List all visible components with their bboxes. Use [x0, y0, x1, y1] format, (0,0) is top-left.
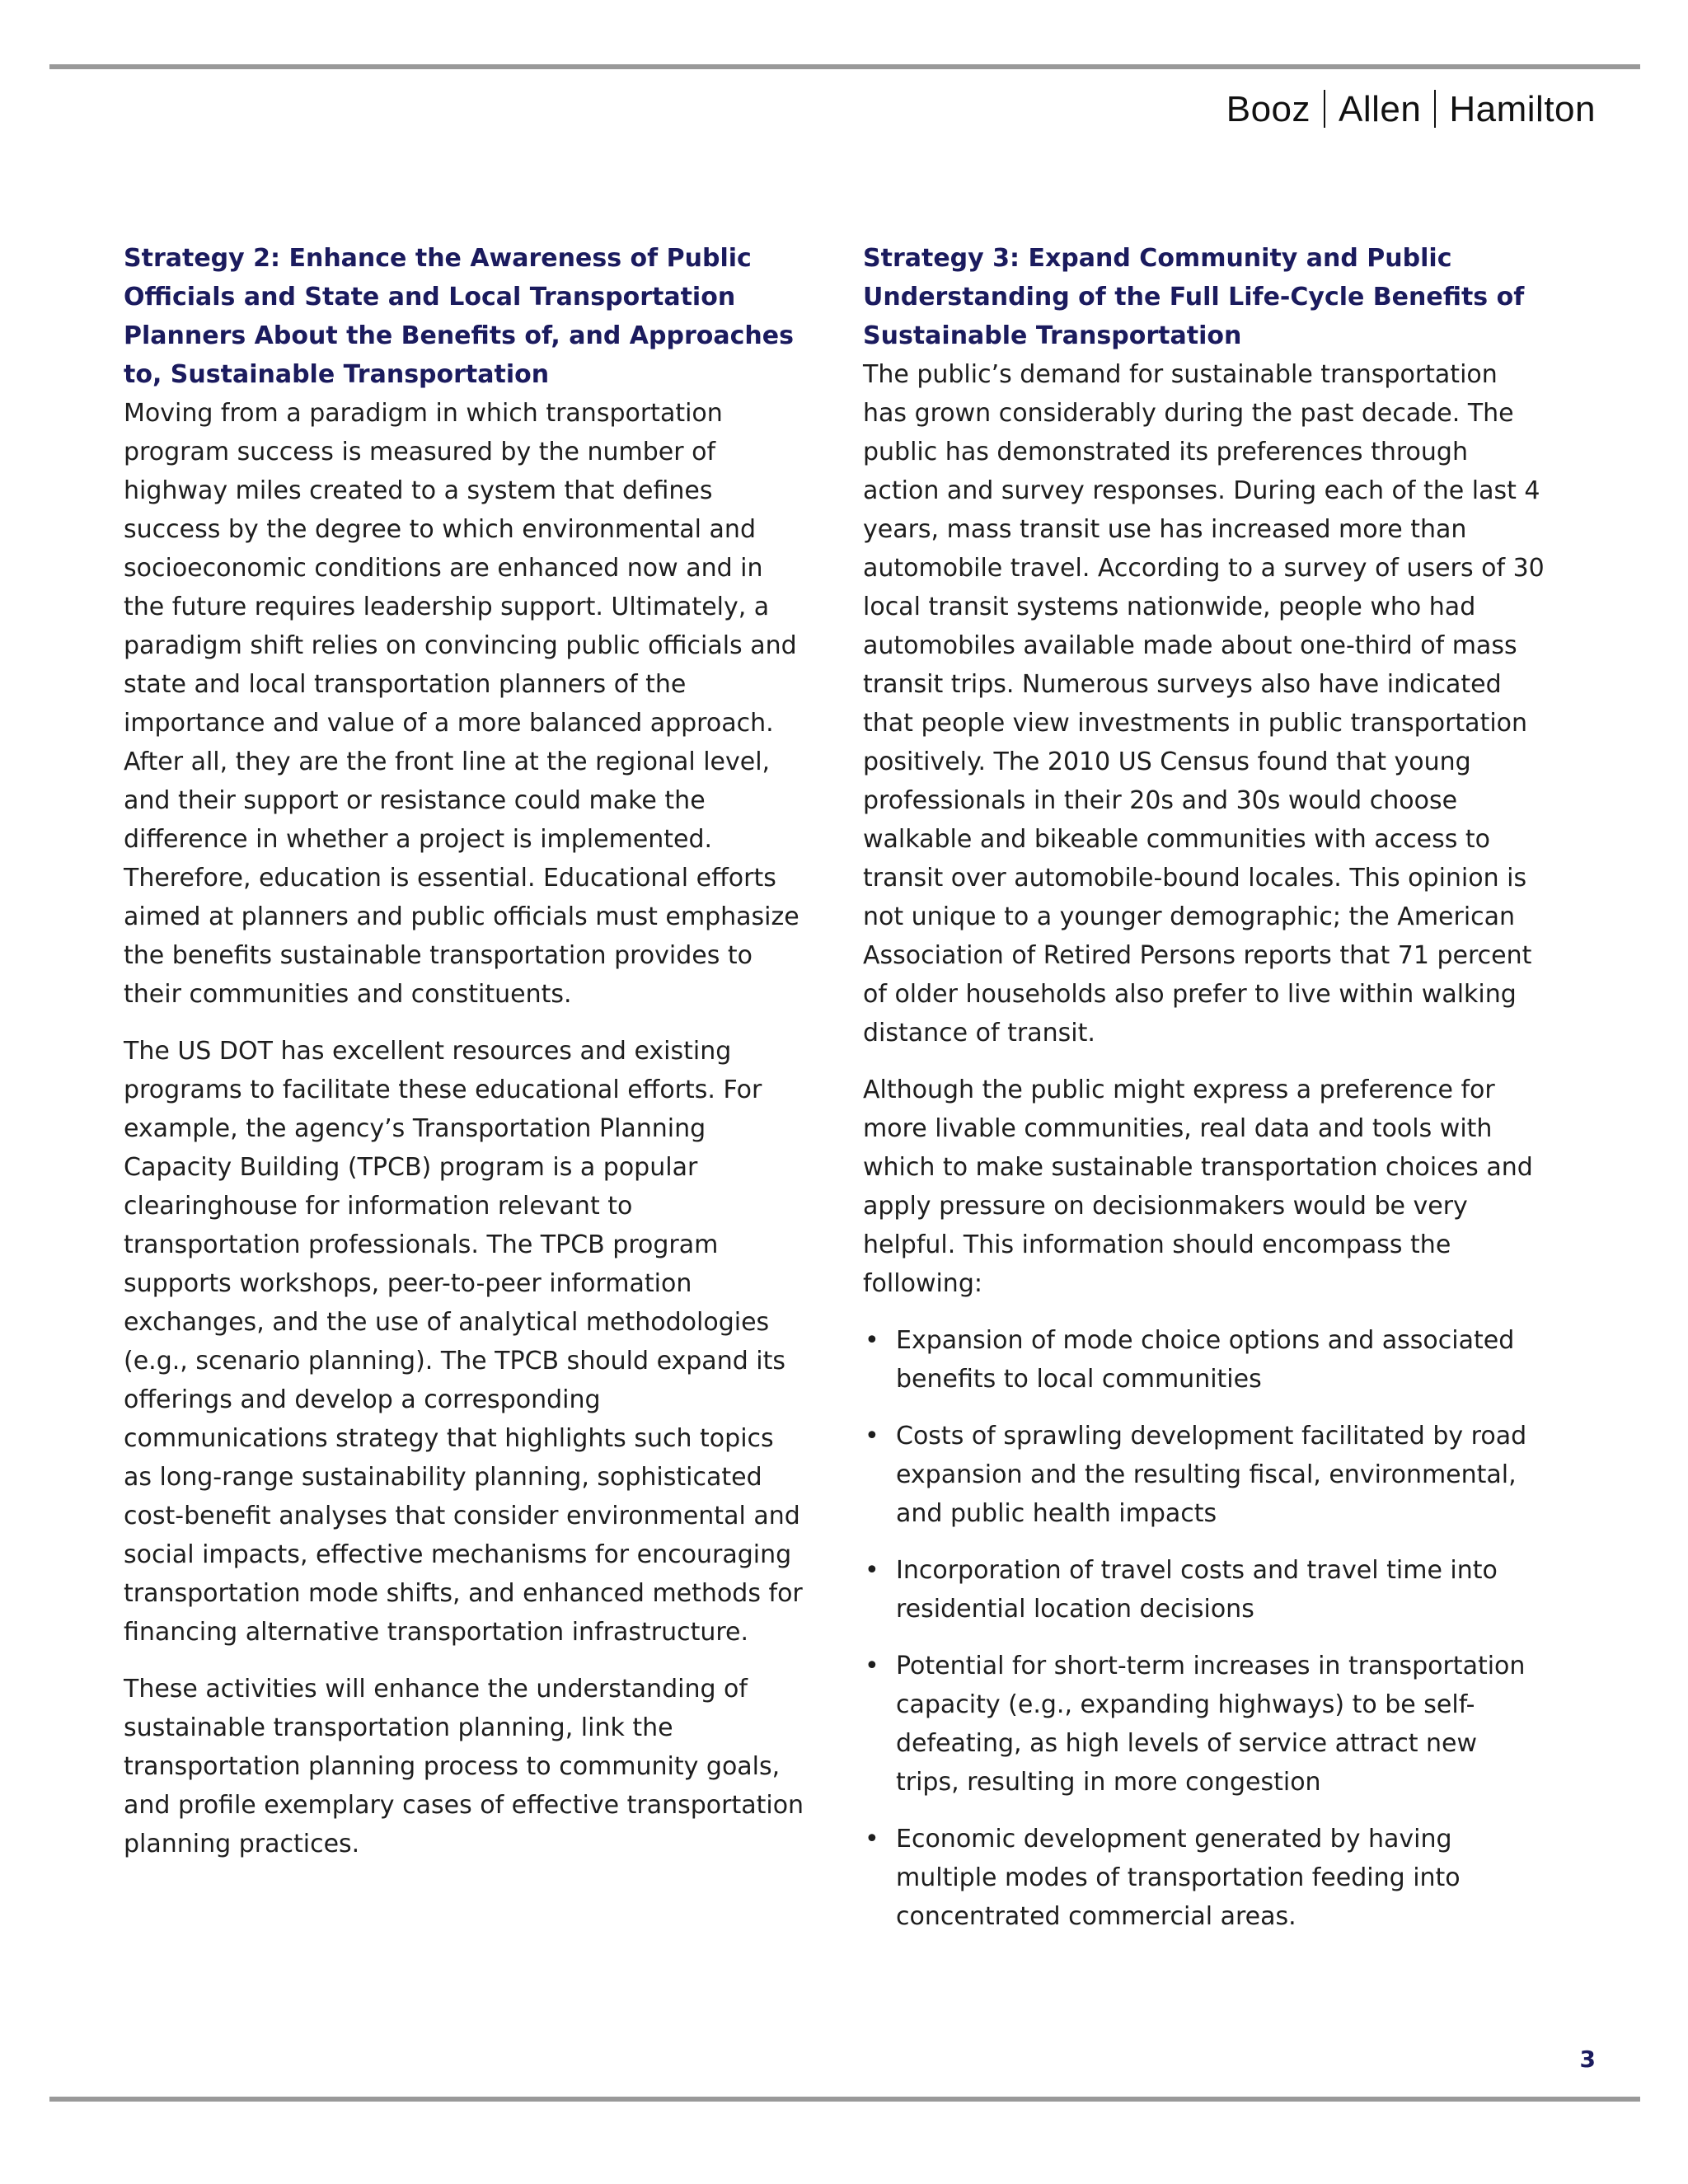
logo-word-allen: Allen	[1339, 89, 1422, 129]
body-paragraph: The US DOT has excellent resources and existing programs to facilitate these educational efforts. For example, the agency’s Transportation Planning Capacity Building (TPCB) program is a popular clearinghouse for information relevant to transportation professionals. The TPCB program supports workshops, peer-to-peer information exchanges, and the use of analytical methodologies (e.g., scenario planning). The TPCB should expand its offerings and develop a corresponding communications strategy that highlights such topics as long-range sustainability planning, sophisticated cost-benefit analyses that consider environmental and social impacts, effective mechanisms for encouraging transportation mode shifts, and enhanced methods for financing alternative transportation infrastructure.	[124, 1037, 803, 1647]
benefits-bullet-list	[863, 1321, 1547, 1936]
logo-word-booz: Booz	[1226, 89, 1311, 129]
top-rule	[49, 64, 1640, 69]
bullet-dot-icon: •	[865, 1326, 879, 1355]
list-item	[863, 1820, 1547, 1936]
strategy-3-heading: Strategy 3: Expand Community and Public Understanding of the Full Life-Cycle Benefits of Sustainable Transportation	[863, 244, 1525, 350]
list-item-text: Costs of sprawling development facilitated by road expansion and the resulting fiscal, environmental, and public health impacts	[896, 1422, 1527, 1528]
logo-word-hamilton: Hamilton	[1449, 89, 1596, 129]
logo-separator	[1434, 90, 1436, 128]
list-item	[863, 1417, 1547, 1533]
bullet-dot-icon: •	[865, 1556, 879, 1585]
list-item-text: Incorporation of travel costs and travel time into residential location decisions	[896, 1556, 1498, 1624]
strategy-2-heading: Strategy 2: Enhance the Awareness of Public Officials and State and Local Transportation Planners About the Benefits of, and Approaches to, Sustainable Transportation	[124, 244, 794, 389]
company-logo	[1226, 89, 1596, 130]
list-item-text: Economic development generated by having multiple modes of transportation feeding into concentrated commercial areas.	[896, 1825, 1461, 1931]
list-item-text: Potential for short-term increases in transportation capacity (e.g., expanding highways) to be self-defeating, as high levels of service attract new trips, resulting in more congestion	[896, 1652, 1526, 1797]
bullet-dot-icon: •	[865, 1652, 879, 1680]
right-column	[863, 239, 1547, 1954]
page-number: 3	[1579, 2046, 1596, 2073]
list-item-text: Expansion of mode choice options and associated benefits to local communities	[896, 1326, 1515, 1394]
bullet-dot-icon: •	[865, 1422, 879, 1451]
body-paragraph: The public’s demand for sustainable transportation has grown considerably during the past decade. The public has demonstrated its preferences through action and survey responses. During each of the last 4 years, mass transit use has increased more than automobile travel. According to a survey of users of 30 local transit systems nationwide, people who had automobiles available made about one-third of mass transit trips. Numerous surveys also have indicated that people view investments in public transportation positively. The 2010 US Census found that young professionals in their 20s and 30s would choose walkable and bikeable communities with access to transit over automobile-bound locales. This opinion is not unique to a younger demographic; the American Association of Retired Persons reports that 71 percent of older households also prefer to live within walking distance of transit.	[863, 360, 1545, 1047]
list-item	[863, 1647, 1547, 1802]
logo-separator	[1324, 90, 1325, 128]
body-paragraph: Moving from a paradigm in which transportation program success is measured by the number of highway miles created to a system that defines success by the degree to which environmental and socioeconomic conditions are enhanced now and in the future requires leadership support. Ultimately, a paradigm shift relies on convincing public officials and state and local transportation planners of the importance and value of a more balanced approach. After all, they are the front line at the regional level, and their support or resistance could make the difference in whether a project is implemented. Therefore, education is essential. Educational efforts aimed at planners and public officials must emphasize the benefits sustainable transportation provides to their communities and constituents.	[124, 399, 799, 1009]
body-paragraph: Although the public might express a preference for more livable communities, real data and tools with which to make sustainable transportation choices and apply pressure on decisionmakers would be very helpful. This information should encompass the following:	[863, 1076, 1533, 1298]
bullet-dot-icon: •	[865, 1825, 879, 1854]
body-paragraph: These activities will enhance the understanding of sustainable transportation planning, link the transportation planning process to community goals, and profile exemplary cases of effective transportation planning practices.	[124, 1675, 804, 1858]
list-item	[863, 1321, 1547, 1399]
list-item	[863, 1551, 1547, 1629]
left-column	[124, 239, 808, 1882]
bottom-rule	[49, 2097, 1640, 2102]
